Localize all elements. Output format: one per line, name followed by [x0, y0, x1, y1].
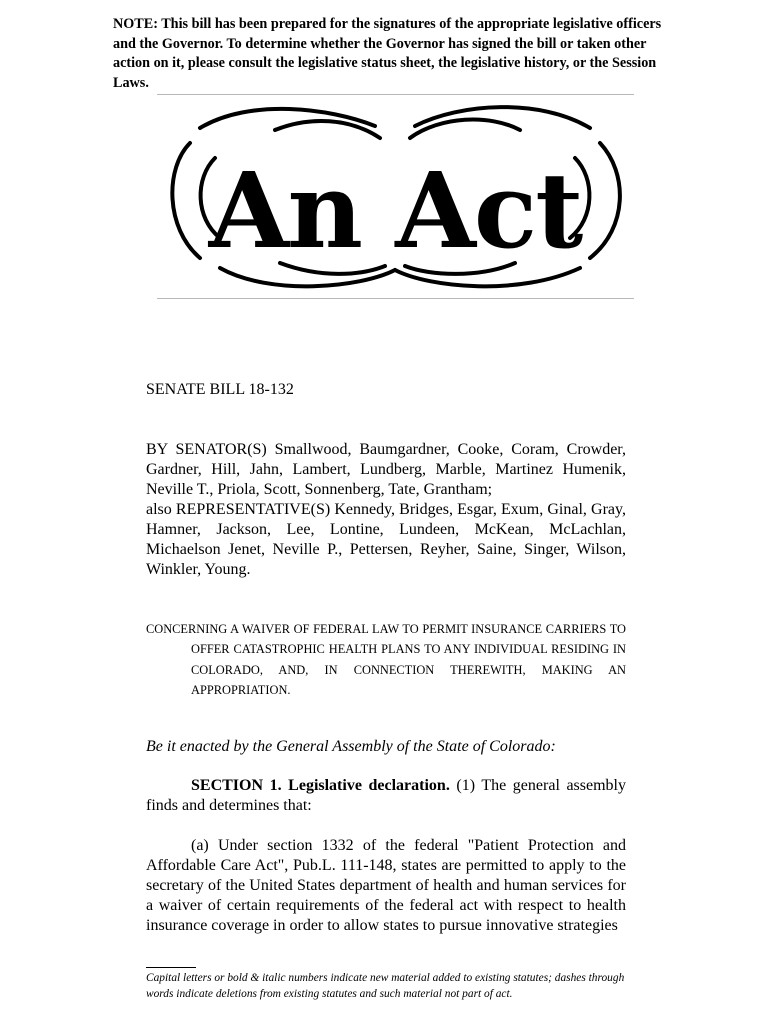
senate-sponsors: BY SENATOR(S) Smallwood, Baumgardner, Cooke, Coram, Crowder, Gardner, Hill, Jahn, Lambert, Lundberg, Marble, Martinez Humenik, Neville T., Priola, Scott, Sonnenberg, Tate, Grantham;: [146, 441, 626, 498]
footnote: Capital letters or bold & italic numbers indicate new material added to existing statutes; dashes through words indicate deletions from existing statutes and such material not part of act.: [146, 972, 625, 1000]
an-act-title: An Act: [208, 149, 582, 272]
top-divider: [157, 94, 634, 95]
bill-title: CONCERNING A WAIVER OF FEDERAL LAW TO PERMIT INSURANCE CARRIERS TO OFFER CATASTROPHIC HEALTH PLANS TO ANY INDIVIDUAL RESIDING IN COLORADO, AND, IN CONNECTION THEREWITH, MAKING AN APPROPRIATION.: [146, 622, 626, 697]
governor-signature-note: NOTE: This bill has been prepared for the signatures of the appropriate legislative officers and the Governor. To determine whether the Governor has signed the bill or taken other action on it, please consult the legislative status sheet, the legislative history, or the Session Laws.: [113, 16, 662, 91]
footnote-divider: [146, 967, 196, 968]
section-1-text: (1) The general assembly finds and determines that:: [146, 777, 627, 814]
section-1: [146, 776, 626, 816]
paragraph-a: (a) Under section 1332 of the federal "Patient Protection and Affordable Care Act", Pub.L. 111-148, states are permitted to apply to the secretary of the United States department of health and human services for a waiver of certain requirements of the federal act with respect to health insurance coverage in order to allow states to pursue innovative strategies: [146, 837, 626, 934]
enacting-clause: Be it enacted by the General Assembly of the State of Colorado:: [146, 738, 556, 755]
house-sponsors: also REPRESENTATIVE(S) Kennedy, Bridges, Esgar, Exum, Ginal, Gray, Hamner, Jackson, Lee, Lontine, Lundeen, McKean, McLachlan, Michaelson Jenet, Neville P., Pettersen, Reyher, Saine, Singer, Wilson, Winkler, Young.: [146, 501, 626, 578]
bill-number: SENATE BILL 18-132: [146, 381, 294, 398]
bottom-divider: [157, 298, 634, 299]
section-1-heading: SECTION 1. Legislative declaration.: [191, 777, 450, 794]
sponsors-block: [146, 440, 626, 580]
an-act-banner: [160, 98, 630, 298]
